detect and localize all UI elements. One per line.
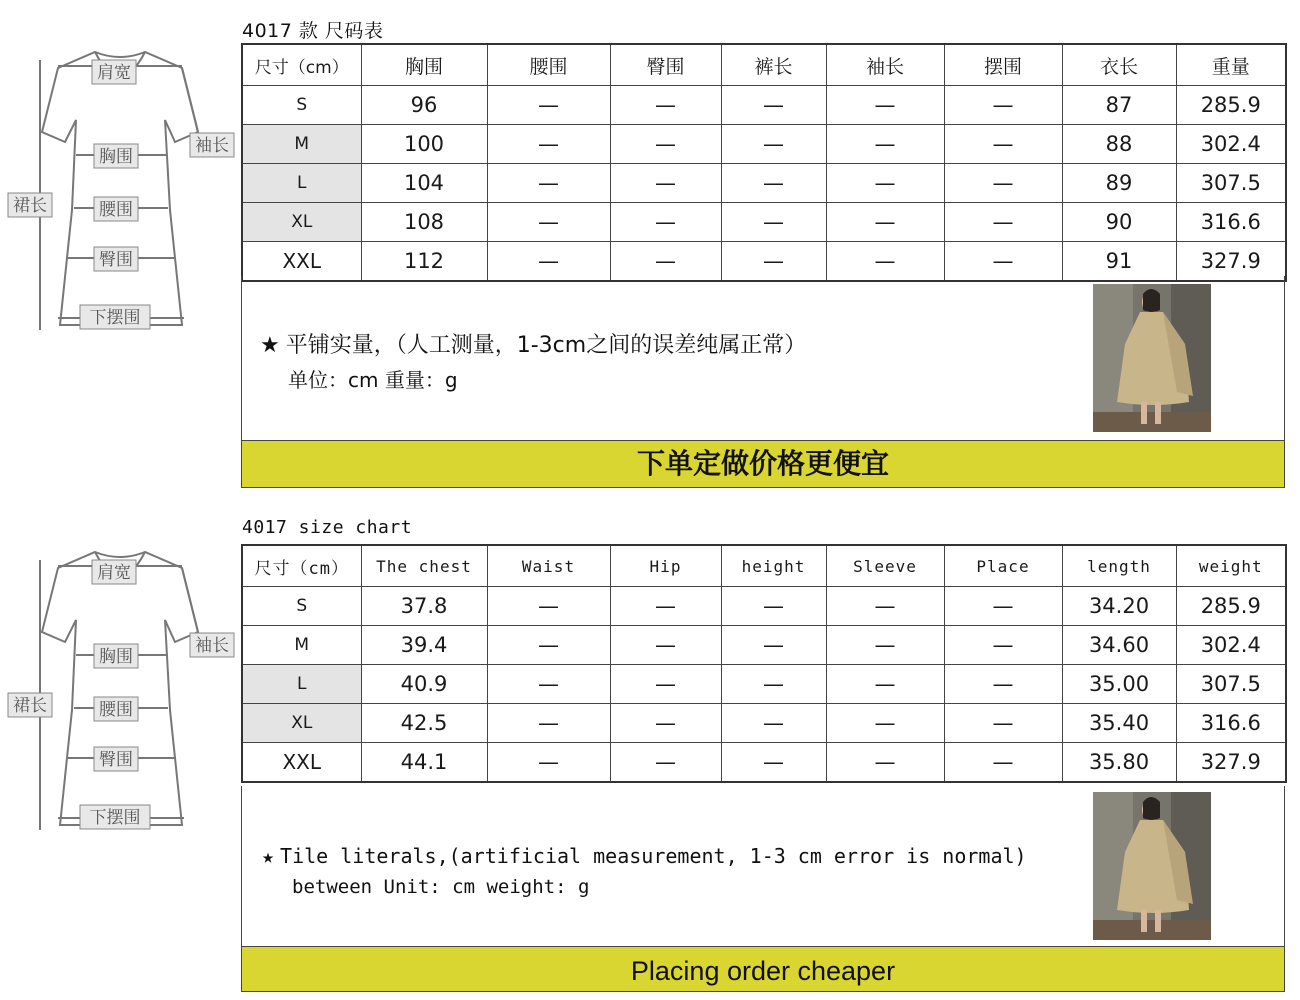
- sleeve-cell: —: [826, 203, 944, 242]
- place-cell: —: [944, 704, 1062, 743]
- weight-cell: 307.5: [1176, 164, 1286, 203]
- star-icon: ★: [260, 333, 280, 358]
- diagram-label-waist: 腰围: [99, 200, 133, 220]
- header-size: 尺寸（cm）: [242, 44, 361, 86]
- length-cell: 88: [1062, 125, 1176, 164]
- header-length: length: [1062, 545, 1176, 587]
- weight-cell: 302.4: [1176, 125, 1286, 164]
- hip-cell: —: [610, 665, 721, 704]
- diagram-label-sleeve: 袖长: [195, 636, 229, 656]
- table-row: [242, 743, 1286, 783]
- diagram-label-length: 裙长: [13, 196, 47, 216]
- header-waist: Waist: [487, 545, 610, 587]
- pant-length-cell: —: [721, 203, 826, 242]
- waist-cell: —: [487, 125, 610, 164]
- header-row: [242, 44, 1286, 86]
- height-cell: —: [721, 704, 826, 743]
- size-cell: XXL: [242, 242, 361, 282]
- length-cell: 91: [1062, 242, 1176, 282]
- weight-cell: 316.6: [1176, 203, 1286, 242]
- sleeve-cell: —: [826, 164, 944, 203]
- place-cell: —: [944, 626, 1062, 665]
- hem-cell: —: [944, 242, 1062, 282]
- sleeve-cell: —: [826, 242, 944, 282]
- diagram-label-waist: 腰围: [99, 700, 133, 720]
- waist-cell: —: [487, 626, 610, 665]
- hip-cell: —: [610, 86, 721, 125]
- place-cell: —: [944, 665, 1062, 704]
- chest-cell: 112: [361, 242, 487, 282]
- pant-length-cell: —: [721, 242, 826, 282]
- waist-cell: —: [487, 86, 610, 125]
- size-chart-en: [0, 510, 1300, 1000]
- table-row: [242, 587, 1286, 626]
- header-size: 尺寸（cm）: [242, 545, 361, 587]
- height-cell: —: [721, 743, 826, 783]
- header-hip: Hip: [610, 545, 721, 587]
- hem-cell: —: [944, 164, 1062, 203]
- hip-cell: —: [610, 242, 721, 282]
- length-cell: 35.00: [1062, 665, 1176, 704]
- chest-cell: 108: [361, 203, 487, 242]
- hip-cell: —: [610, 125, 721, 164]
- sleeve-cell: —: [826, 743, 944, 783]
- waist-cell: —: [487, 665, 610, 704]
- place-cell: —: [944, 743, 1062, 783]
- weight-cell: 285.9: [1176, 587, 1286, 626]
- model-photo: [1093, 792, 1211, 940]
- table-row: [242, 626, 1286, 665]
- chest-cell: 96: [361, 86, 487, 125]
- size-cell: M: [242, 626, 361, 665]
- place-cell: —: [944, 587, 1062, 626]
- dress-diagram-en: [0, 540, 240, 880]
- header-sleeve: 袖长: [826, 44, 944, 86]
- model-photo: [1093, 284, 1211, 432]
- promo-banner: 下单定做价格更便宜: [241, 440, 1285, 488]
- diagram-label-hip: 臀围: [99, 750, 133, 770]
- size-cell: S: [242, 86, 361, 125]
- chest-cell: 37.8: [361, 587, 487, 626]
- height-cell: —: [721, 587, 826, 626]
- height-cell: —: [721, 626, 826, 665]
- hem-cell: —: [944, 203, 1062, 242]
- diagram-label-chest: 胸围: [99, 147, 133, 167]
- header-length: 衣长: [1062, 44, 1176, 86]
- header-chest: The chest: [361, 545, 487, 587]
- hip-cell: —: [610, 164, 721, 203]
- sleeve-cell: —: [826, 587, 944, 626]
- weight-cell: 307.5: [1176, 665, 1286, 704]
- table-row: [242, 164, 1286, 203]
- header-row: [242, 545, 1286, 587]
- hip-cell: —: [610, 587, 721, 626]
- chest-cell: 40.9: [361, 665, 487, 704]
- length-cell: 90: [1062, 203, 1176, 242]
- sleeve-cell: —: [826, 665, 944, 704]
- table-row: [242, 125, 1286, 164]
- chest-cell: 104: [361, 164, 487, 203]
- diagram-label-sleeve: 袖长: [195, 136, 229, 156]
- size-chart-cn: [0, 0, 1300, 495]
- note-units: between Unit: cm weight: g: [292, 876, 590, 898]
- diagram-label-hem: 下摆围: [89, 808, 141, 828]
- length-cell: 87: [1062, 86, 1176, 125]
- header-place: Place: [944, 545, 1062, 587]
- note-measurement: Tile literals,(artificial measurement, 1-3 cm error is normal): [280, 844, 1027, 868]
- hip-cell: —: [610, 743, 721, 783]
- table-row: [242, 86, 1286, 125]
- length-cell: 34.20: [1062, 587, 1176, 626]
- chest-cell: 100: [361, 125, 487, 164]
- chest-cell: 42.5: [361, 704, 487, 743]
- dress-outline-icon: [0, 540, 240, 880]
- size-cell: L: [242, 665, 361, 704]
- hem-cell: —: [944, 86, 1062, 125]
- waist-cell: —: [487, 164, 610, 203]
- sleeve-cell: —: [826, 704, 944, 743]
- diagram-label-chest: 胸围: [99, 647, 133, 667]
- header-hem: 摆围: [944, 44, 1062, 86]
- table-row: [242, 704, 1286, 743]
- weight-cell: 302.4: [1176, 626, 1286, 665]
- note-measurement: 平铺实量，（人工测量，1-3cm之间的误差纯属正常）: [285, 333, 807, 358]
- header-pant-length: 裤长: [721, 44, 826, 86]
- size-cell: S: [242, 587, 361, 626]
- header-weight: weight: [1176, 545, 1286, 587]
- sleeve-cell: —: [826, 86, 944, 125]
- weight-cell: 327.9: [1176, 743, 1286, 783]
- chest-cell: 44.1: [361, 743, 487, 783]
- dress-diagram-cn: [0, 40, 240, 380]
- sleeve-cell: —: [826, 626, 944, 665]
- waist-cell: —: [487, 743, 610, 783]
- waist-cell: —: [487, 704, 610, 743]
- waist-cell: —: [487, 587, 610, 626]
- star-icon: ★: [262, 844, 275, 868]
- hip-cell: —: [610, 203, 721, 242]
- weight-cell: 327.9: [1176, 242, 1286, 282]
- size-cell: XXL: [242, 743, 361, 783]
- size-cell: M: [242, 125, 361, 164]
- notes-panel: [241, 276, 1285, 440]
- hip-cell: —: [610, 626, 721, 665]
- diagram-label-shoulder: 肩宽: [97, 63, 131, 83]
- weight-cell: 285.9: [1176, 86, 1286, 125]
- promo-banner: Placing order cheaper: [241, 946, 1285, 992]
- diagram-label-hem: 下摆围: [89, 308, 141, 328]
- note-units: 单位：cm 重量：g: [288, 368, 458, 392]
- length-cell: 34.60: [1062, 626, 1176, 665]
- diagram-label-shoulder: 肩宽: [97, 563, 131, 583]
- length-cell: 35.40: [1062, 704, 1176, 743]
- pant-length-cell: —: [721, 164, 826, 203]
- size-table: [241, 43, 1287, 282]
- chart-caption: 4017 size chart: [242, 517, 413, 538]
- diagram-label-hip: 臀围: [99, 250, 133, 270]
- table-row: [242, 665, 1286, 704]
- hem-cell: —: [944, 125, 1062, 164]
- waist-cell: —: [487, 203, 610, 242]
- header-waist: 腰围: [487, 44, 610, 86]
- waist-cell: —: [487, 242, 610, 282]
- header-sleeve: Sleeve: [826, 545, 944, 587]
- dress-outline-icon: [0, 40, 240, 380]
- diagram-label-length: 裙长: [13, 696, 47, 716]
- table-row: [242, 203, 1286, 242]
- pant-length-cell: —: [721, 125, 826, 164]
- header-weight: 重量: [1176, 44, 1286, 86]
- sleeve-cell: —: [826, 125, 944, 164]
- header-chest: 胸围: [361, 44, 487, 86]
- size-cell: XL: [242, 704, 361, 743]
- height-cell: —: [721, 665, 826, 704]
- chart-caption: 4017 款 尺码表: [242, 20, 384, 42]
- chest-cell: 39.4: [361, 626, 487, 665]
- size-cell: L: [242, 164, 361, 203]
- size-table: [241, 544, 1287, 783]
- notes-panel: [241, 786, 1285, 946]
- length-cell: 89: [1062, 164, 1176, 203]
- pant-length-cell: —: [721, 86, 826, 125]
- hip-cell: —: [610, 704, 721, 743]
- length-cell: 35.80: [1062, 743, 1176, 783]
- size-cell: XL: [242, 203, 361, 242]
- header-hip: 臀围: [610, 44, 721, 86]
- weight-cell: 316.6: [1176, 704, 1286, 743]
- header-height: height: [721, 545, 826, 587]
